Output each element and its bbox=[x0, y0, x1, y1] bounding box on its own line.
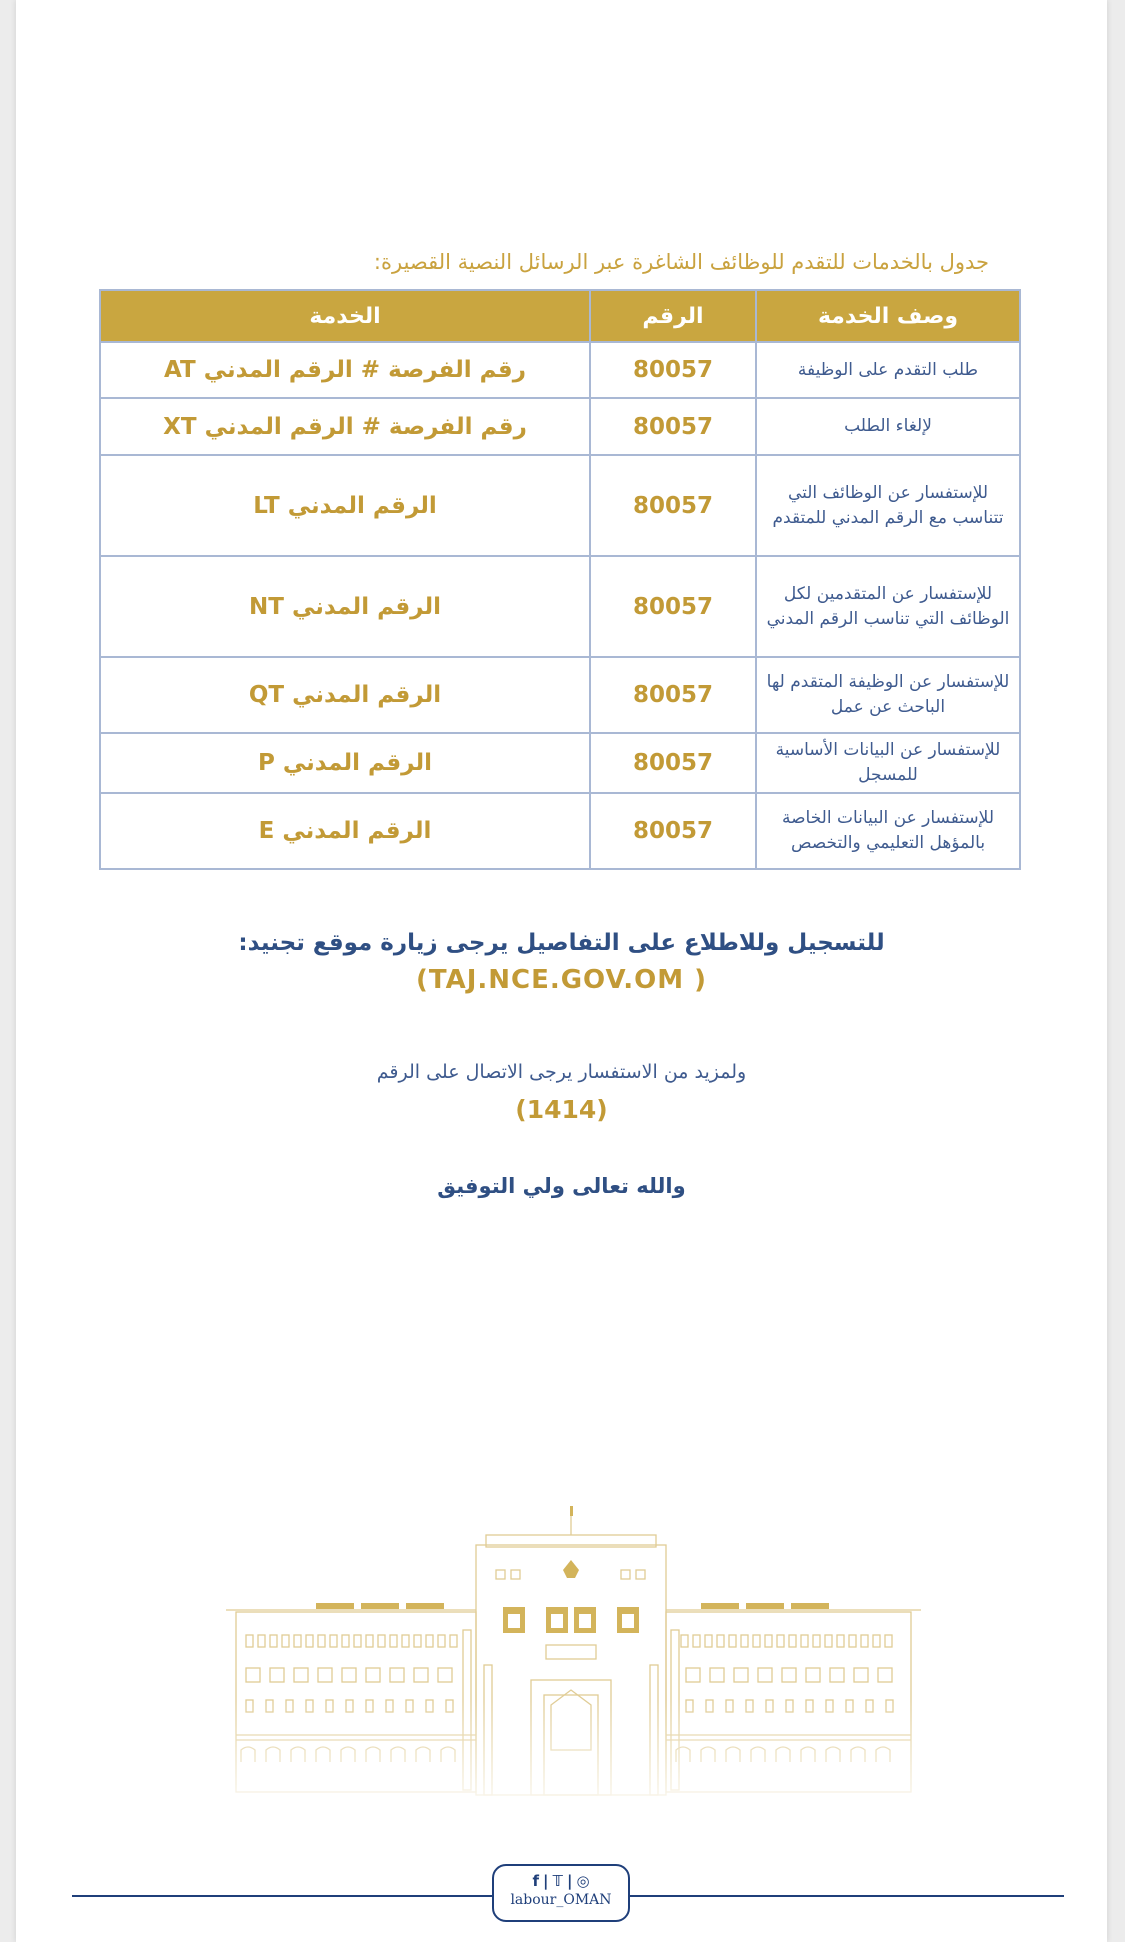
website-link[interactable]: (TAJ.NCE.GOV.OM ) bbox=[415, 965, 708, 995]
table-row bbox=[100, 733, 1020, 793]
row-service: رقم الفرصة # الرقم المدني XT bbox=[100, 398, 590, 455]
table-row bbox=[100, 455, 1020, 556]
social-badge[interactable] bbox=[492, 1864, 630, 1922]
row-number: 80057 bbox=[590, 793, 756, 869]
header-desc: وصف الخدمة bbox=[756, 290, 1020, 342]
row-desc: طلب التقدم على الوظيفة bbox=[756, 342, 1020, 398]
row-number: 80057 bbox=[590, 342, 756, 398]
social-icons: f | 𝕋 | ◎ bbox=[494, 1872, 628, 1890]
services-table bbox=[99, 289, 1021, 870]
header-number: الرقم bbox=[590, 290, 756, 342]
row-desc: للإستفسار عن البيانات الأساسية للمسجل bbox=[756, 733, 1020, 793]
row-desc: لإلغاء الطلب bbox=[756, 398, 1020, 455]
row-number: 80057 bbox=[590, 657, 756, 733]
facebook-icon[interactable]: f bbox=[532, 1872, 539, 1890]
row-service: الرقم المدني LT bbox=[100, 455, 590, 556]
building-illustration bbox=[206, 1500, 936, 1830]
phone-number: (1414) bbox=[515, 1095, 608, 1124]
document-page bbox=[16, 0, 1107, 1942]
registration-text: للتسجيل وللاطلاع على التفاصيل يرجى زيارة موقع تجنيد: bbox=[238, 930, 885, 956]
closing-text: والله تعالى ولي التوفيق bbox=[437, 1174, 686, 1198]
row-number: 80057 bbox=[590, 733, 756, 793]
table-caption: جدول بالخدمات للتقدم للوظائف الشاغرة عبر الرسائل النصية القصيرة: bbox=[373, 250, 989, 274]
row-service: الرقم المدني E bbox=[100, 793, 590, 869]
twitter-icon[interactable]: 𝕋 bbox=[552, 1872, 563, 1890]
row-desc: للإستفسار عن البيانات الخاصة بالمؤهل التعليمي والتخصص bbox=[756, 793, 1020, 869]
table-row bbox=[100, 657, 1020, 733]
row-desc: للإستفسار عن الوظيفة المتقدم لها الباحث عن عمل bbox=[756, 657, 1020, 733]
row-number: 80057 bbox=[590, 398, 756, 455]
table-row bbox=[100, 793, 1020, 869]
header-service: الخدمة bbox=[100, 290, 590, 342]
row-service: الرقم المدني NT bbox=[100, 556, 590, 657]
more-info-text: ولمزيد من الاستفسار يرجى الاتصال على الرقم bbox=[376, 1061, 747, 1083]
row-service: رقم الفرصة # الرقم المدني AT bbox=[100, 342, 590, 398]
table-header-row bbox=[100, 290, 1020, 342]
social-handle: labour_OMAN bbox=[510, 1892, 612, 1908]
footer-rule-left bbox=[72, 1895, 492, 1897]
row-number: 80057 bbox=[590, 455, 756, 556]
row-number: 80057 bbox=[590, 556, 756, 657]
instagram-icon[interactable]: ◎ bbox=[576, 1872, 590, 1890]
row-service: الرقم المدني QT bbox=[100, 657, 590, 733]
table-row bbox=[100, 556, 1020, 657]
table-row bbox=[100, 342, 1020, 398]
row-desc: للإستفسار عن الوظائف التي تتناسب مع الرقم المدني للمتقدم bbox=[756, 455, 1020, 556]
row-desc: للإستفسار عن المتقدمين لكل الوظائف التي تناسب الرقم المدني bbox=[756, 556, 1020, 657]
row-service: الرقم المدني P bbox=[100, 733, 590, 793]
footer-rule-right bbox=[628, 1895, 1064, 1897]
table-row bbox=[100, 398, 1020, 455]
